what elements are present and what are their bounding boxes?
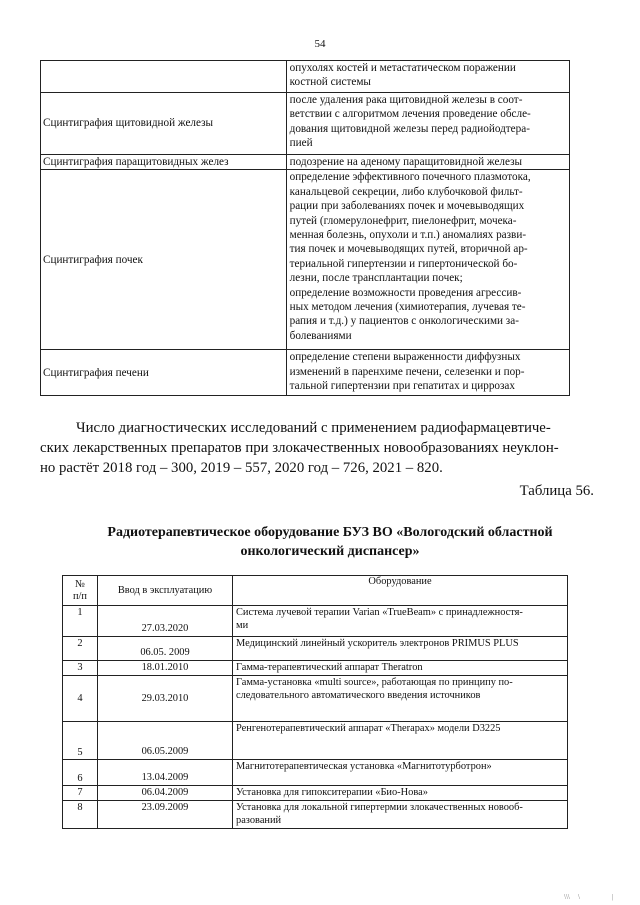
header-equipment: Оборудование [233, 576, 568, 606]
row-date: 29.03.2010 [98, 676, 233, 722]
indications: подозрение на аденому паращитовидной железы [286, 155, 569, 170]
row-num: 6 [63, 760, 98, 786]
study-name: Сцинтиграфия почек [41, 170, 287, 350]
statistics-paragraph: Число диагностических исследований с применением радиофармацевтиче- ских лекарственных препаратов при злокачественных новообразованиях неуклон- но растёт 2018 год – 300, 2019 – 557, 2020 год – 726, 2021 – 820. [40, 420, 559, 476]
row-num: 1 [63, 606, 98, 637]
row-date: 23.09.2009 [98, 801, 233, 829]
row-date: 06.05.2009 [98, 722, 233, 760]
row-equipment: Магнитотерапевтическая установка «Магнитотурботрон» [233, 760, 568, 786]
table-row [63, 661, 568, 676]
table-label: Таблица 56. [519, 483, 594, 499]
equipment-table [62, 575, 568, 829]
scan-mark: \ [578, 893, 580, 901]
table-row [63, 801, 568, 829]
study-name: Сцинтиграфия щитовидной железы [41, 93, 287, 155]
indications: опухолях костей и метастатическом поражении костной системы [286, 61, 569, 93]
header-date: Ввод в эксплуатацию [98, 576, 233, 606]
indications: определение степени выраженности диффузных изменений в паренхиме печени, селезенки и пор- тальной гипертензии при гепатитах и циррозах [286, 350, 569, 396]
table-row [63, 722, 568, 760]
scan-mark: | [612, 893, 614, 901]
table-title: Радиотерапевтическое оборудование БУЗ ВО «Вологодский областной онкологический диспансер» [107, 525, 553, 559]
table-row [41, 350, 570, 396]
table-row [63, 786, 568, 801]
table-row [41, 93, 570, 155]
row-date: 13.04.2009 [98, 760, 233, 786]
indications: после удаления рака щитовидной железы в соот- ветствии с алгоритмом лечения проведение обсле- дования щитовидной железы перед радиойодтера- пией [286, 93, 569, 155]
row-equipment: Система лучевой терапии Varian «TrueBeam» с принадлежностя- ми [233, 606, 568, 637]
row-date: 06.05. 2009 [98, 637, 233, 661]
page-number: 54 [314, 38, 326, 50]
table-row [41, 61, 570, 93]
study-name: Сцинтиграфия печени [41, 350, 287, 396]
scintigraphy-table [40, 60, 570, 396]
row-num: 3 [63, 661, 98, 676]
table-row [41, 155, 570, 170]
row-num: 2 [63, 637, 98, 661]
table-row [41, 170, 570, 350]
header-num: № п/п [63, 576, 98, 606]
indications: определение эффективного почечного плазмотока, канальцевой секреции, либо клубочковой фильт- рации при заболеваниях почек и мочевыводящих путей (гломерулонефрит, пиелонефрит, мочека- менная болезнь, опухоли и т.п.) аномалиях разви- тия почек и мочевыводящих путей, вторичной ар- териальной гипертензии и гипертонической бо- лезни, после трансплантации почек; определение возможности проведения агрессив- ных методом лечения (химиотерапия, лучевая те- рапия и т.д.) у пациентов с онкологическими за- болеваниями [286, 170, 569, 350]
table-header-row [63, 576, 568, 606]
table-row [63, 676, 568, 722]
table-row [63, 760, 568, 786]
row-equipment: Установка для гипокситерапии «Био-Нова» [233, 786, 568, 801]
row-date: 18.01.2010 [98, 661, 233, 676]
row-equipment: Ренгенотерапевтический аппарат «Therapax» модели D3225 [233, 722, 568, 760]
study-name: Сцинтиграфия паращитовидных желез [41, 155, 287, 170]
row-equipment: Медицинский линейный ускоритель электронов PRIMUS PLUS [233, 637, 568, 661]
row-num: 5 [63, 722, 98, 760]
table-row [63, 637, 568, 661]
row-equipment: Гамма-установка «multi source», работающая по принципу по- следовательного автоматического введения источников [233, 676, 568, 722]
row-equipment: Гамма-терапевтический аппарат Theratron [233, 661, 568, 676]
row-date: 06.04.2009 [98, 786, 233, 801]
scan-mark: \\\ [564, 893, 570, 901]
row-equipment: Установка для локальной гипертермии злокачественных новооб- разований [233, 801, 568, 829]
row-num: 7 [63, 786, 98, 801]
row-num: 4 [63, 676, 98, 722]
table-row [63, 606, 568, 637]
row-date: 27.03.2020 [98, 606, 233, 637]
study-name [41, 61, 287, 93]
row-num: 8 [63, 801, 98, 829]
